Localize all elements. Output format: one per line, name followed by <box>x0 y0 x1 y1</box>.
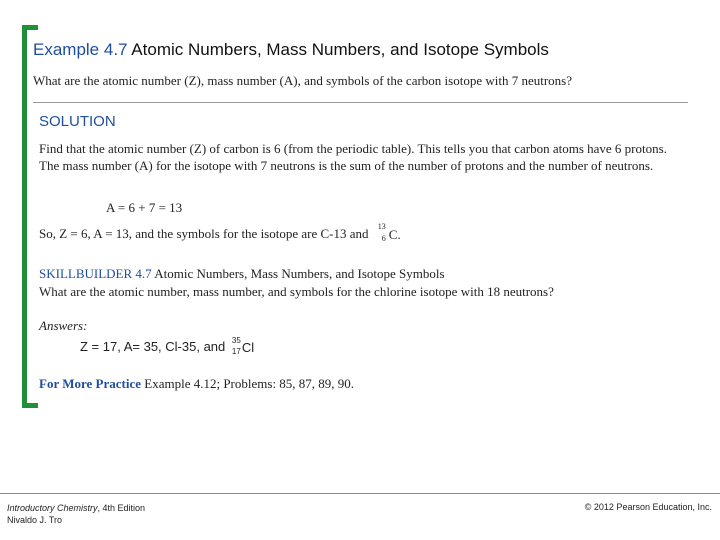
skillbuilder-title-text: Atomic Numbers, Mass Numbers, and Isotope Symbols <box>154 266 445 281</box>
isotope-element: C. <box>388 227 401 243</box>
footer-divider <box>0 493 720 494</box>
divider <box>33 102 688 103</box>
isotope-element: Cl <box>241 339 255 355</box>
answers-label: Answers: <box>39 318 88 333</box>
skillbuilder-title <box>39 266 445 282</box>
footer-book-title: Introductory Chemistry, 4th Edition <box>7 503 146 513</box>
more-practice <box>39 376 354 392</box>
isotope-mass-number: 13 <box>377 222 386 232</box>
footer-book-info <box>7 502 145 526</box>
isotope-mass-number: 35 <box>231 335 241 345</box>
isotope-atomic-number: 6 <box>381 234 386 244</box>
page-title <box>33 40 549 60</box>
solution-body: Find that the atomic number (Z) of carbon is 6 (from the periodic table). This tells you that carbon atoms have 6 protons. The mass number (A) for the isotope with 7 neutrons is the sum of the number of protons and the number of neutrons. <box>39 141 667 173</box>
footer-copyright: © 2012 Pearson Education, Inc. <box>584 502 712 512</box>
chlorine-isotope-symbol <box>231 335 256 356</box>
answers-text: Z = 17, A= 35, Cl-35, and <box>80 339 226 354</box>
skillbuilder-question: What are the atomic number, mass number, and symbols for the chlorine isotope with 18 neutrons? <box>39 284 554 299</box>
solution-result <box>39 222 404 244</box>
solution-heading: SOLUTION <box>39 113 116 130</box>
skillbuilder-label: SKILLBUILDER 4.7 <box>39 266 152 281</box>
example-number: Example 4.7 <box>33 40 128 59</box>
more-practice-label: For More Practice <box>39 376 142 391</box>
isotope-atomic-number: 17 <box>231 346 241 356</box>
mass-equation: A = 6 + 7 = 13 <box>106 200 183 215</box>
solution-result-text: So, Z = 6, A = 13, and the symbols for the isotope are C-13 and <box>39 226 369 241</box>
footer-author: Nivaldo J. Tro <box>7 515 63 525</box>
more-practice-text: Example 4.12; Problems: 85, 87, 89, 90. <box>144 376 355 391</box>
carbon-isotope-symbol <box>377 222 404 244</box>
example-title: Atomic Numbers, Mass Numbers, and Isotope Symbols <box>131 40 549 59</box>
answers <box>80 335 256 356</box>
example-question: What are the atomic number (Z), mass number (A), and symbols of the carbon isotope with 7 neutrons? <box>33 73 572 88</box>
